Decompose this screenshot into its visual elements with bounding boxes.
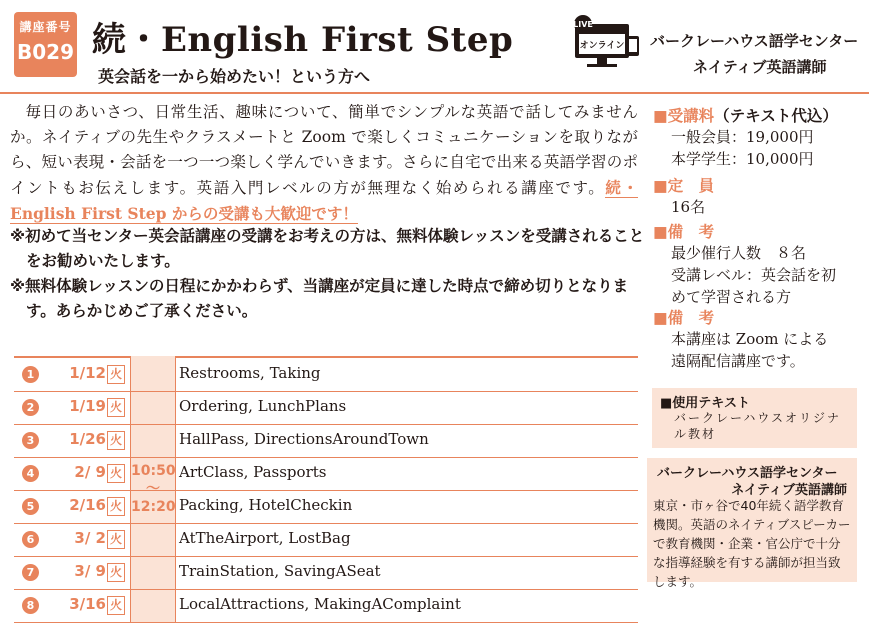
- session-date: 2/ 9: [74, 463, 106, 481]
- fee-heading: [653, 104, 838, 126]
- session-row: [14, 424, 638, 458]
- session-weekday: 火: [107, 497, 125, 516]
- textbook-box: [652, 388, 857, 448]
- instructor-org-box: [647, 458, 857, 589]
- session-number-icon: 7: [22, 564, 39, 581]
- session-row: [14, 523, 638, 557]
- fee-general: 一般会員：19,000円: [671, 128, 814, 146]
- session-row: [14, 556, 638, 590]
- session-topic: AtTheAirport, LostBag: [179, 529, 351, 547]
- instructor-org-sub: ネイティブ英語講師: [731, 483, 847, 498]
- session-number-icon: 6: [22, 531, 39, 548]
- course-code-label: 講座番号: [19, 20, 72, 34]
- course-code-value: B029: [17, 40, 74, 64]
- page-subtitle: 英会話を一から始めたい！という方へ: [98, 67, 371, 86]
- remarks-level-line2: めて学習される方: [671, 288, 792, 306]
- session-number-icon: 2: [22, 399, 39, 416]
- header-org-sub: ネイティブ英語講師: [693, 58, 827, 76]
- session-weekday: 火: [107, 431, 125, 450]
- session-date: 1/26: [69, 430, 106, 448]
- fee-student: 本学学生：10,000円: [671, 150, 814, 168]
- session-date: 1/12: [69, 364, 106, 382]
- session-weekday: 火: [107, 398, 125, 417]
- note-trial-lesson: ※初めて当センター英会話講座の受講をお考えの方は、無料体験レッスンを受講されることをお勧めいたします。: [10, 227, 645, 270]
- fee-heading-note: （テキスト代込）: [714, 107, 838, 125]
- session-weekday: 火: [107, 530, 125, 549]
- online-monitor-icon: [567, 14, 641, 70]
- live-badge-text: LIVE: [573, 20, 593, 29]
- session-weekday: 火: [107, 596, 125, 615]
- remarks-zoom-line2: 遠隔配信講座です。: [671, 352, 805, 370]
- remarks-min-participants: 最少催行人数 ８名: [671, 244, 807, 262]
- capacity-value: 16名: [671, 198, 706, 216]
- textbook-heading: ■使用テキスト: [660, 396, 751, 411]
- session-topic: TrainStation, SavingASeat: [179, 562, 381, 580]
- session-topic: HallPass, DirectionsAroundTown: [179, 430, 429, 448]
- course-code-badge: [14, 12, 77, 77]
- session-topic: Packing, HotelCheckin: [179, 496, 353, 514]
- session-weekday: 火: [107, 464, 125, 483]
- remarks-level-line1: 受講レベル：英会話を初: [671, 266, 837, 284]
- session-row: [14, 589, 638, 623]
- session-row: [14, 490, 638, 524]
- header-divider: [0, 92, 869, 94]
- session-number-icon: 4: [22, 465, 39, 482]
- fee-heading-label: ■受講料: [653, 107, 715, 125]
- page-title: 続・English First Step: [92, 20, 514, 60]
- session-date: 3/16: [69, 595, 106, 613]
- class-time-separator: 〜: [146, 481, 160, 497]
- session-weekday: 火: [107, 563, 125, 582]
- remarks-heading-1: ■備 考: [653, 223, 715, 241]
- class-time-start: 10:50: [131, 463, 176, 479]
- session-topic: Ordering, LunchPlans: [179, 397, 347, 415]
- session-number-icon: 1: [22, 366, 39, 383]
- class-time-end: 12:20: [131, 499, 176, 515]
- session-number-icon: 5: [22, 498, 39, 515]
- course-description: [10, 100, 638, 227]
- session-row: [14, 391, 638, 425]
- session-number-icon: 8: [22, 597, 39, 614]
- session-row: [14, 358, 638, 392]
- textbook-value: バークレーハウスオリジナル教材: [674, 411, 842, 441]
- remarks-zoom-line1: 本講座は Zoom による: [671, 330, 829, 348]
- header-org-name: バークレーハウス語学センター: [650, 32, 859, 50]
- session-topic: LocalAttractions, MakingAComplaint: [179, 595, 461, 613]
- description-highlight: 続・English First Step からの受講も大歓迎です！: [10, 178, 638, 223]
- session-row: [14, 457, 638, 491]
- session-date: 1/19: [69, 397, 106, 415]
- instructor-org-name: バークレーハウス語学センター: [657, 466, 838, 481]
- online-label: オンライン: [579, 41, 625, 51]
- session-topic: ArtClass, Passports: [179, 463, 327, 481]
- session-weekday: 火: [107, 365, 125, 384]
- schedule-table: [14, 356, 638, 626]
- capacity-heading: ■定 員: [653, 177, 715, 195]
- note-deadline: ※無料体験レッスンの日程にかかわらず、当講座が定員に達した時点で締め切りとなります。あらかじめご了承ください。: [10, 277, 629, 320]
- instructor-org-desc: 東京・市ヶ谷で40年続く語学教育機関。英語のネイティブスピーカーで教育機関・企業・官公庁で十分な指導経験を有する講師が担当致します。: [653, 498, 851, 589]
- session-topic: Restrooms, Taking: [179, 364, 321, 382]
- session-date: 3/ 2: [74, 529, 106, 547]
- session-number-icon: 3: [22, 432, 39, 449]
- remarks-heading-2: ■備 考: [653, 309, 715, 327]
- description-body: 毎日のあいさつ、日常生活、趣味について、簡単でシンプルな英語で話してみませんか。ネイティブの先生やクラスメートと Zoom で楽しくコミュニケーションを取りながら、短い表現・会話を一つ一つ楽しく学んでいきます。さらに自宅で出来る英語学習のポイントもお伝えします。英語入門レベルの方が無理なく始められる講座です。: [10, 103, 638, 197]
- session-date: 3/ 9: [74, 562, 106, 580]
- session-date: 2/16: [69, 496, 106, 514]
